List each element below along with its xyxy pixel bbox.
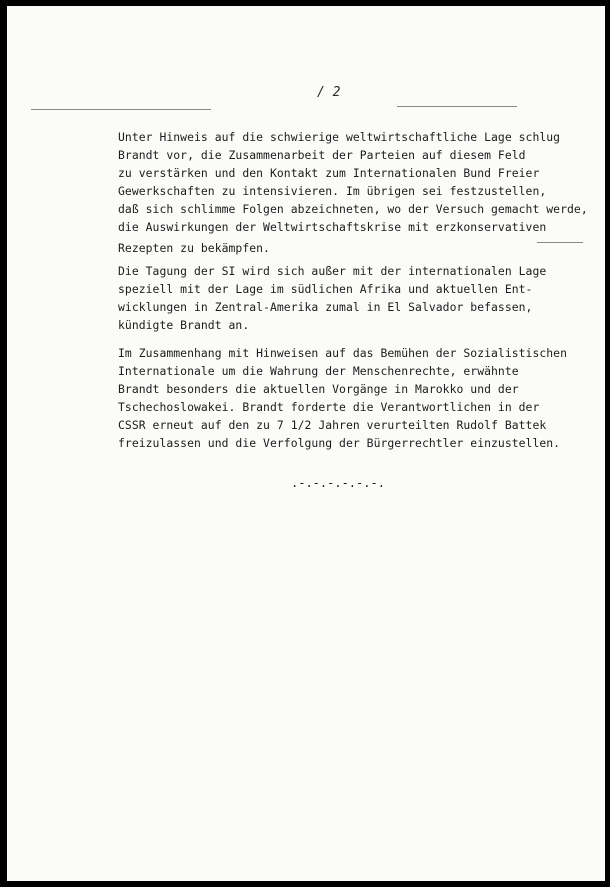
scan-artifact-line [537, 242, 583, 243]
text-line: die Auswirkungen der Weltwirtschaftskrise mit erzkonservativen [118, 220, 547, 234]
text-line: Die Tagung der SI wird sich außer mit der internationalen Lage [118, 264, 547, 278]
paragraph-4 [118, 344, 567, 452]
text-line: kündigte Brandt an. [118, 318, 250, 332]
paragraph-2 [118, 239, 270, 257]
text-line: Im Zusammenhang mit Hinweisen auf das Bemühen der Sozialistischen [118, 346, 568, 360]
text-line: Unter Hinweis auf die schwierige weltwirtschaftliche Lage schlug [118, 130, 561, 144]
end-mark: .-.-.-.-.-.-. [291, 476, 385, 490]
text-line: Brandt besonders die aktuellen Vorgänge in Marokko und der [118, 382, 519, 396]
document-page [7, 6, 605, 881]
paragraph-3 [118, 262, 546, 334]
text-line: Tschechoslowakei. Brandt forderte die Verantwortlichen in der [118, 400, 540, 414]
text-line: freizulassen und die Verfolgung der Bürgerrechtler einzustellen. [118, 436, 561, 450]
paragraph-1 [118, 128, 588, 236]
text-line: Rezepten zu bekämpfen. [118, 241, 270, 255]
text-line: zu verstärken und den Kontakt zum Internationalen Bund Freier [118, 166, 540, 180]
text-line: Gewerkschaften zu intensivieren. Im übrigen sei festzustellen, [118, 184, 547, 198]
text-line: CSSR erneut auf den zu 7 1/2 Jahren verurteilten Rudolf Battek [118, 418, 547, 432]
scan-artifact-line [31, 109, 211, 110]
text-line: Internationale um die Wahrung der Menschenrechte, erwähnte [118, 364, 519, 378]
text-line: speziell mit der Lage im südlichen Afrika und aktuellen Ent- [118, 282, 533, 296]
text-line: daß sich schlimme Folgen abzeichneten, wo der Versuch gemacht werde, [118, 202, 588, 216]
text-line: wicklungen in Zentral-Amerika zumal in El Salvador befassen, [118, 300, 533, 314]
scan-artifact-line [397, 106, 517, 107]
text-line: Brandt vor, die Zusammenarbeit der Parteien auf diesem Feld [118, 148, 526, 162]
page-number: / 2 [317, 85, 341, 100]
